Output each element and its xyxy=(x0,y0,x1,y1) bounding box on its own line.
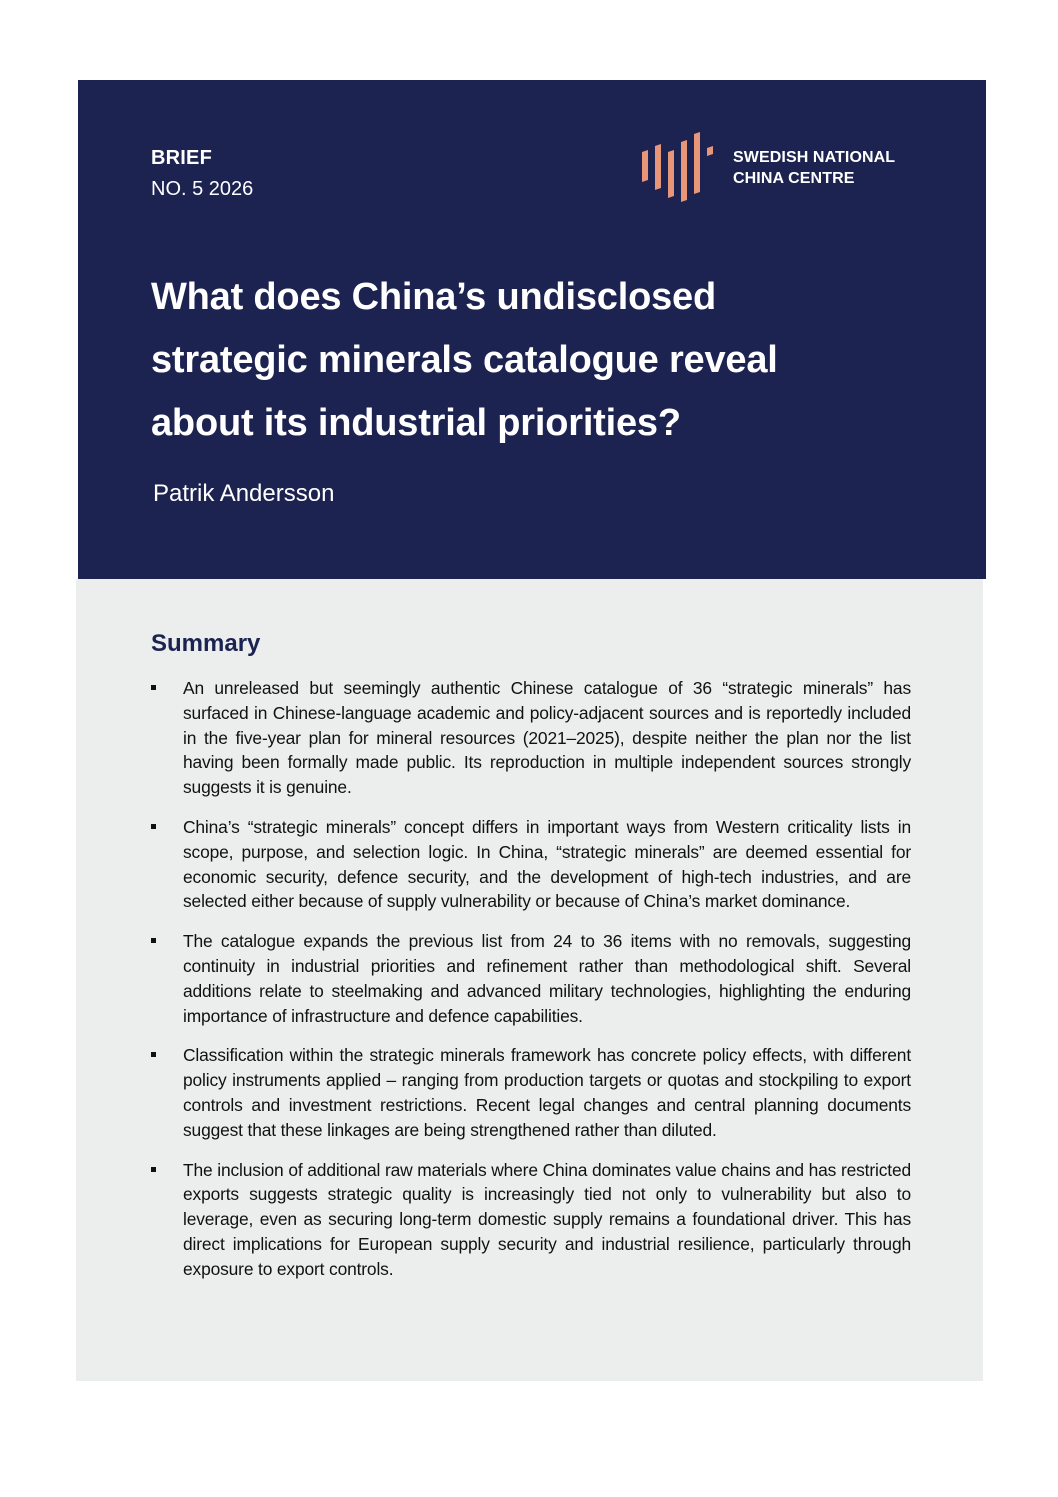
bar-mark-logo-icon xyxy=(641,128,721,206)
summary-item xyxy=(151,676,911,800)
square-bullet-icon xyxy=(151,1167,156,1172)
summary-item xyxy=(151,929,911,1028)
brief-title-line: What does China’s undisclosed xyxy=(151,276,716,318)
square-bullet-icon xyxy=(151,1052,156,1057)
organization-name-line-1: SWEDISH NATIONAL xyxy=(733,149,896,166)
summary-list xyxy=(151,676,911,1297)
square-bullet-icon xyxy=(151,824,156,829)
organization-name-line-2: CHINA CENTRE xyxy=(733,170,855,187)
brief-title-line: about its industrial priorities? xyxy=(151,402,681,444)
brief-title xyxy=(151,266,911,455)
series-label: BRIEF xyxy=(151,147,212,169)
summary-item xyxy=(151,815,911,914)
square-bullet-icon xyxy=(151,685,156,690)
summary-heading: Summary xyxy=(151,630,261,657)
organization-name xyxy=(733,147,895,189)
summary-item xyxy=(151,1158,911,1282)
brief-title-line: strategic minerals catalogue reveal xyxy=(151,339,778,381)
summary-item-text: An unreleased but seemingly authentic Chinese catalogue of 36 “strategic minerals” has surfaced in Chinese-language academic and policy-adjacent sources and is reportedly included in the five-year plan for mineral resources (2021–2025), despite neither the plan nor the list having been formally made public. Its reproduction in multiple independent sources strongly suggests it is genuine. xyxy=(183,678,911,798)
summary-item-text: The inclusion of additional raw materials where China dominates value chains and has restricted exports suggests strategic quality is increasingly tied not only to vulnerability but also to leverage, even as securing long-term domestic supply remains a foundational driver. This has direct implications for European supply security and industrial resilience, particularly through exposure to export controls. xyxy=(183,1159,911,1279)
organization-logo xyxy=(641,128,911,206)
summary-item-text: Classification within the strategic minerals framework has concrete policy effects, with different policy instruments applied – ranging from production targets or quotas and stockpiling to export controls and investment restrictions. Recent legal changes and central planning documents suggest that these linkages are being strengthened rather than diluted. xyxy=(183,1045,911,1140)
square-bullet-icon xyxy=(151,938,156,943)
summary-item xyxy=(151,1043,911,1142)
summary-item-text: China’s “strategic minerals” concept differs in important ways from Western criticality lists in scope, purpose, and selection logic. In China, “strategic minerals” are deemed essential for economic security, defence security, and the development of high-tech industries, and are selected either because of supply vulnerability or because of China’s market dominance. xyxy=(183,816,911,912)
summary-item-text: The catalogue expands the previous list from 24 to 36 items with no removals, suggesting continuity in industrial priorities and refinement rather than methodological shift. Several additions relate to steelmaking and advanced military technologies, highlighting the enduring importance of infrastructure and defence capabilities. xyxy=(183,931,911,1026)
series-number: NO. 5 2026 xyxy=(151,178,254,200)
author-name: Patrik Andersson xyxy=(153,480,335,507)
